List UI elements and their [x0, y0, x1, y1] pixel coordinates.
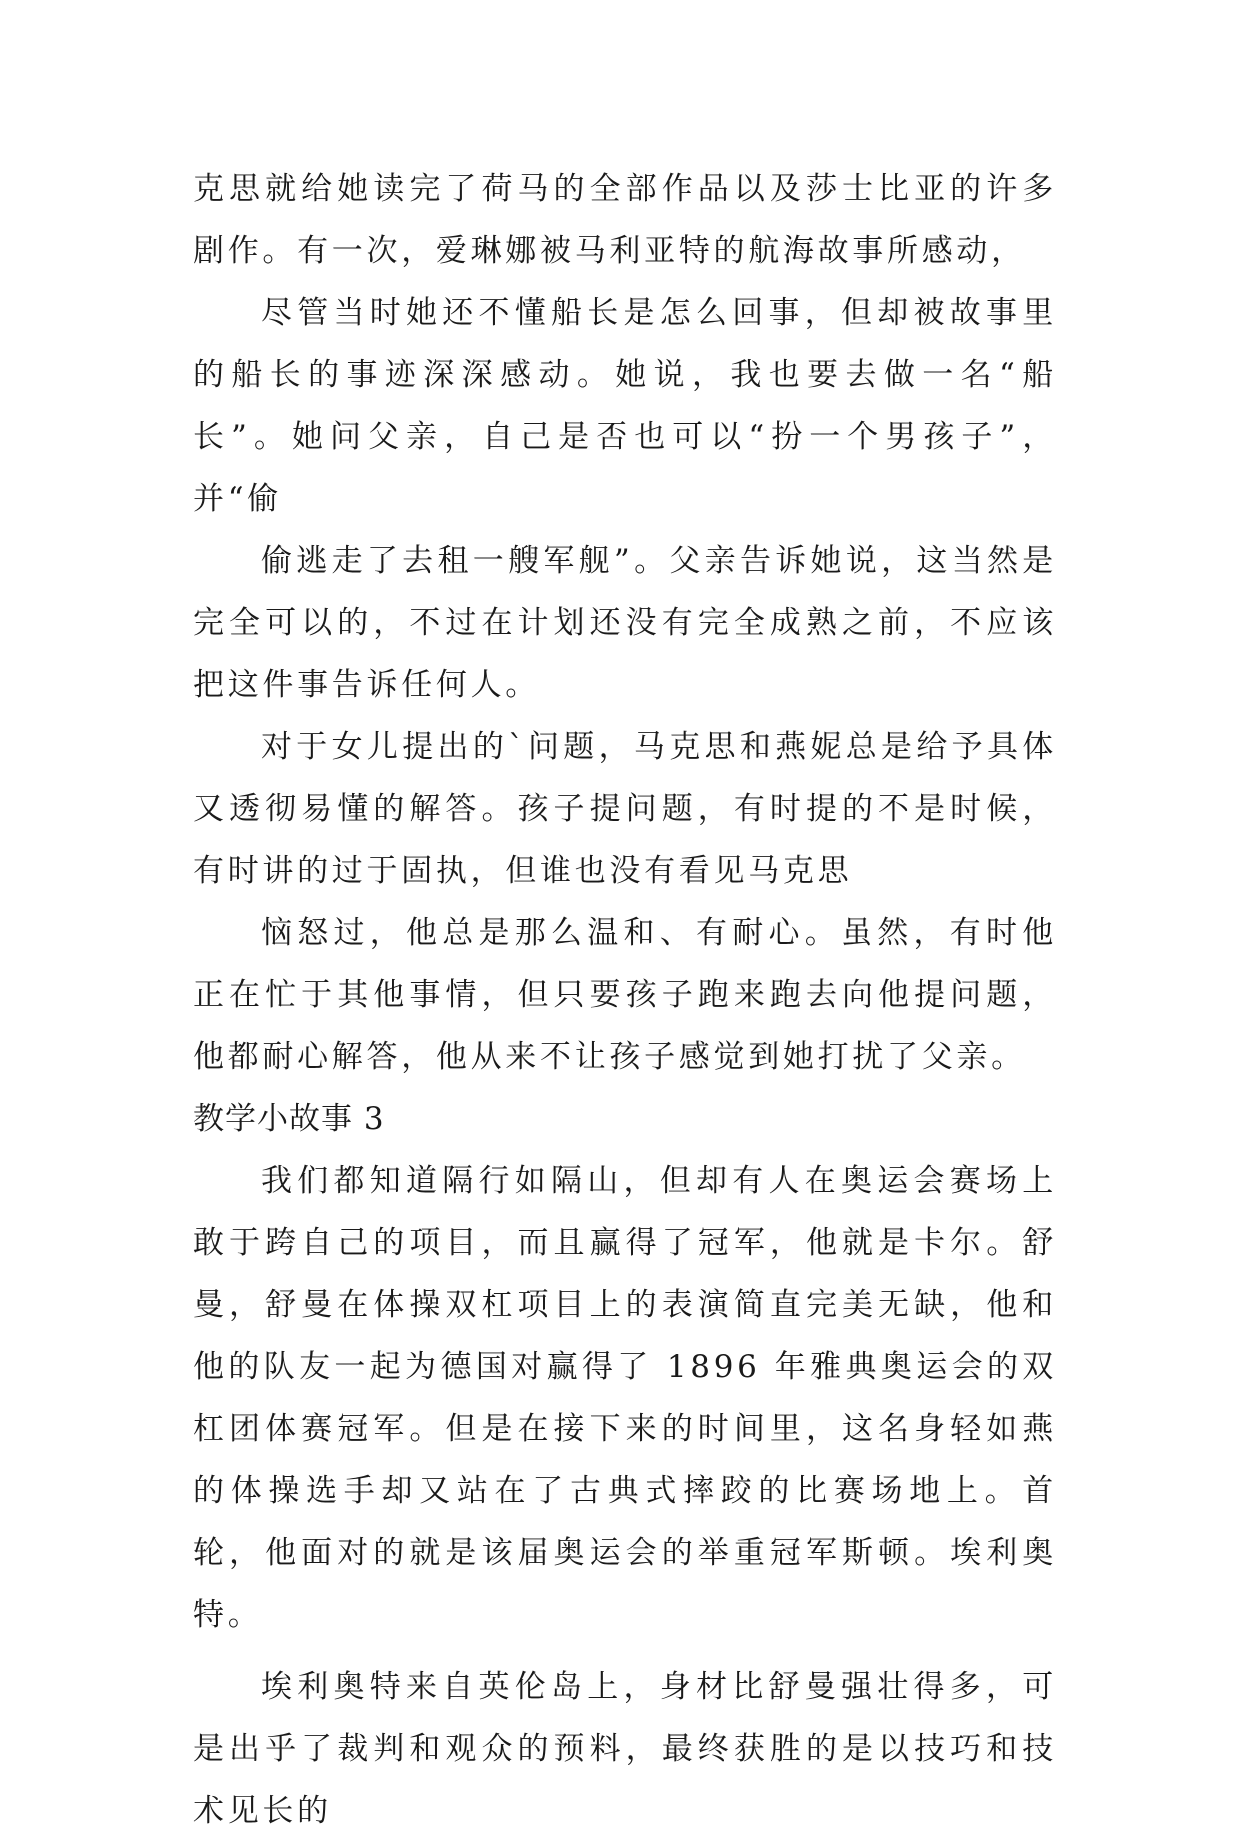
paragraph-3: 偷逃走了去租一艘军舰”。父亲告诉她说，这当然是完全可以的，不过在计划还没有完全成熟之前，不应该把这件事告诉任何人。 — [193, 543, 1057, 703]
paragraph-4: 对于女儿提出的`问题，马克思和燕妮总是给予具体又透彻易懂的解答。孩子提问题，有时提的不是时候，有时讲的过于固执，但谁也没有看见马克思 — [193, 729, 1057, 889]
paragraph-6: 我们都知道隔行如隔山，但却有人在奥运会赛场上敢于跨自己的项目，而且赢得了冠军，他就是卡尔。舒曼，舒曼在体操双杠项目上的表演简直完美无缺，他和他的队友一起为德国对赢得了 1896 年雅典奥运会的双杠团体赛冠军。但是在接下来的时间里，这名身轻如燕的体操选手却又站在了古典式摔跤的比赛场地上。首轮，他面对的就是该届奥运会的举重冠军斯顿。埃利奥特。 — [193, 1163, 1057, 1633]
paragraph-1: 克思就给她读完了荷马的全部作品以及莎士比亚的许多剧作。有一次，爱琳娜被马利亚特的航海故事所感动， — [193, 171, 1057, 269]
paragraph-2: 尽管当时她还不懂船长是怎么回事，但却被故事里的船长的事迹深深感动。她说，我也要去做一名“船长”。她问父亲，自己是否也可以“扮一个男孩子”，并“偷 — [193, 295, 1057, 517]
paragraph-5: 恼怒过，他总是那么温和、有耐心。虽然，有时他正在忙于其他事情，但只要孩子跑来跑去向他提问题，他都耐心解答，他从来不让孩子感觉到她打扰了父亲。 — [193, 915, 1057, 1075]
document-page — [193, 158, 1057, 1842]
paragraph-7: 埃利奥特来自英伦岛上，身材比舒曼强壮得多，可是出乎了裁判和观众的预料，最终获胜的是以技巧和技术见长的 — [193, 1669, 1057, 1829]
section-heading: 教学小故事 3 — [193, 1101, 385, 1137]
